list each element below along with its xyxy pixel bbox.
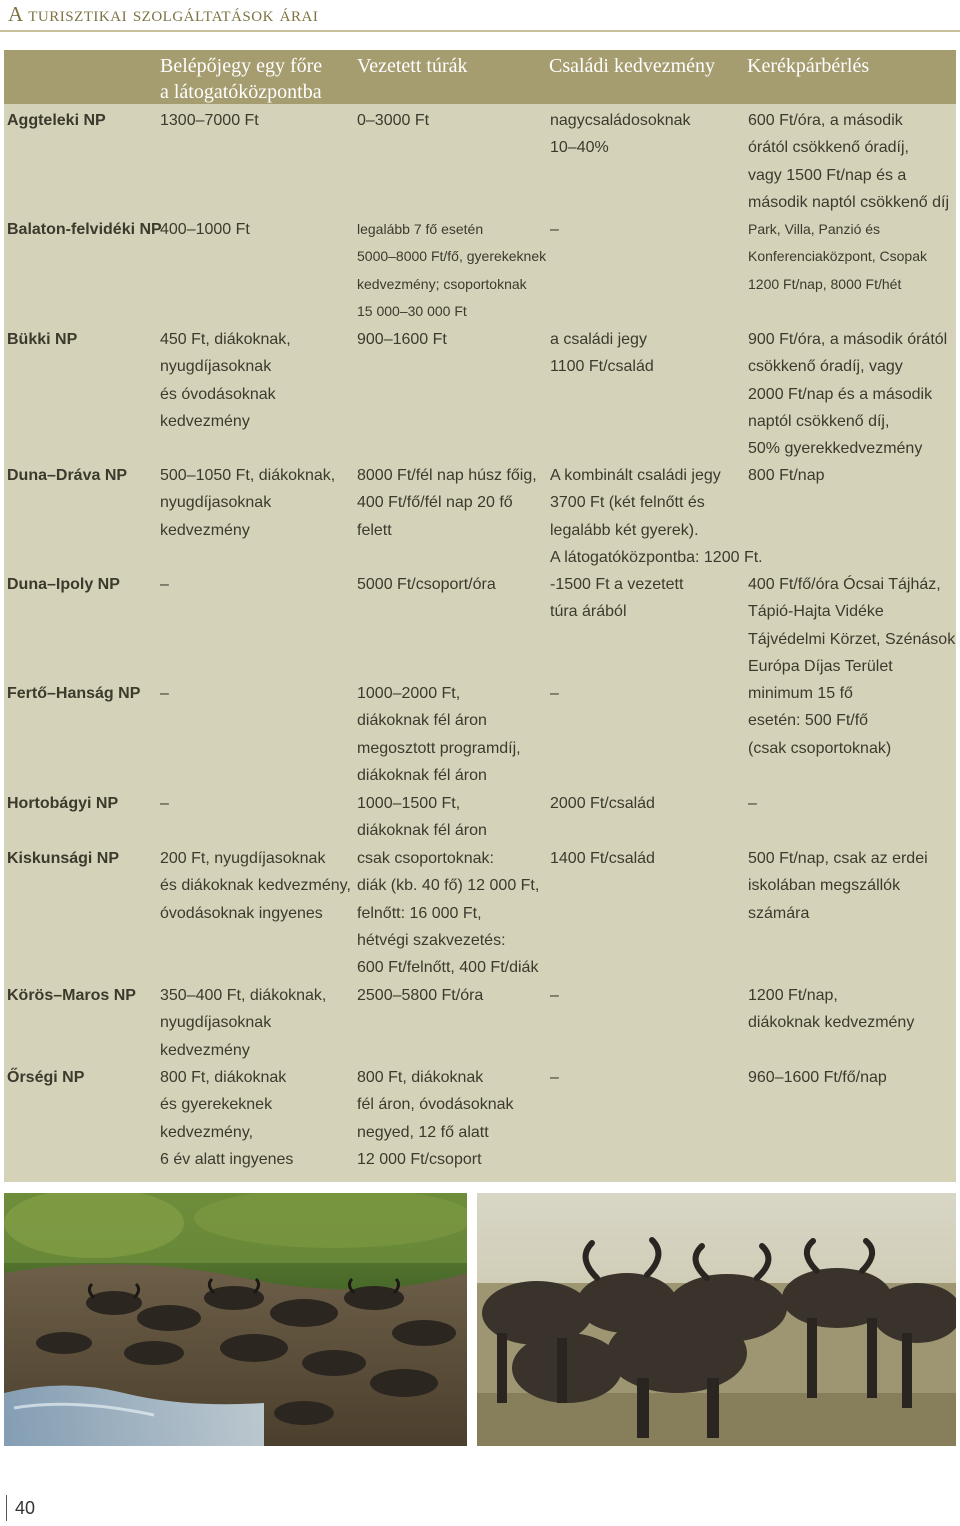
row-entry: –	[160, 795, 169, 812]
row-tours: 2500–5800 Ft/óra	[357, 987, 484, 1004]
row-entry: –	[160, 576, 169, 593]
row-entry: 1300–7000 Ft	[160, 112, 259, 129]
row-entry: –	[160, 685, 169, 702]
row-tours: 5000 Ft/csoport/óra	[357, 576, 496, 593]
section-title: A turisztikai szolgáltatások árai	[8, 2, 319, 26]
row-bike: 1200 Ft/nap, diákoknak kedvezmény	[748, 987, 915, 1032]
row-tours: 900–1600 Ft	[357, 331, 447, 348]
row-bike: 400 Ft/fő/óra Ócsai Tájház, Tápió-Hajta Vidéke Tájvédelmi Körzet, Szénások Európa Díjas Terület	[748, 576, 956, 675]
row-name: Őrségi NP	[7, 1069, 85, 1086]
row-entry: 350–400 Ft, diákoknak, nyugdíjasoknak kedvezmény	[160, 987, 327, 1059]
row-entry: 400–1000 Ft	[160, 221, 250, 238]
row-name: Körös–Maros NP	[7, 987, 136, 1004]
header-family: Családi kedvezmény	[549, 55, 716, 77]
row-family: –	[550, 685, 559, 702]
row-entry: 200 Ft, nyugdíjasoknak és diákoknak kedvezmény, óvodásoknak ingyenes	[160, 850, 351, 922]
row-family: nagycsaládosoknak 10–40%	[550, 112, 691, 157]
header-bike: Kerékpárbérlés	[747, 55, 870, 77]
row-tours: 1000–2000 Ft, diákoknak fél áron megosztott programdíj, diákoknak fél áron	[357, 685, 521, 784]
page-number: 40	[6, 1495, 35, 1521]
row-family: a családi jegy 1100 Ft/család	[550, 331, 654, 376]
row-bike: minimum 15 fő esetén: 500 Ft/fő (csak csoportoknak)	[748, 685, 892, 757]
row-bike: 500 Ft/nap, csak az erdei iskolában megszállók számára	[748, 850, 928, 922]
header-entry: Belépőjegy egy főre a látogatóközpontba	[160, 55, 323, 103]
row-family: –	[550, 1069, 559, 1086]
row-tours: csak csoportoknak: diák (kb. 40 fő) 12 000 Ft, felnőtt: 16 000 Ft, hétvégi szakvezetés: 600 Ft/felnőtt, 400 Ft/diák	[357, 850, 540, 977]
row-name: Kiskunsági NP	[7, 850, 120, 867]
photo-buffalo-herd	[477, 1193, 956, 1446]
row-name: Duna–Ipoly NP	[7, 576, 120, 593]
row-bike: 800 Ft/nap	[748, 467, 825, 484]
row-name: Duna–Dráva NP	[7, 467, 128, 484]
table-header	[4, 50, 956, 104]
row-family: –	[550, 987, 559, 1004]
row-name: Balaton-felvidéki NP	[7, 221, 162, 238]
row-entry: 800 Ft, diákoknak és gyerekeknek kedvezmény, 6 év alatt ingyenes	[160, 1069, 294, 1168]
row-bike: 960–1600 Ft/fő/nap	[748, 1069, 887, 1086]
row-name: Hortobágyi NP	[7, 795, 119, 812]
row-family: A kombinált családi jegy 3700 Ft (két felnőtt és legalább két gyerek). A látogatóközpontba: 1200 Ft.	[550, 467, 763, 566]
row-family: –	[550, 221, 559, 238]
row-bike: 600 Ft/óra, a második órától csökkenő óradíj, vagy 1500 Ft/nap és a második naptól csökkenő díj	[748, 112, 949, 211]
price-table	[4, 50, 956, 1182]
photo-buffaloes-wallowing	[4, 1193, 467, 1446]
row-tours: 0–3000 Ft	[357, 112, 430, 129]
row-tours: 8000 Ft/fél nap húsz főig, 400 Ft/fő/fél nap 20 fő felett	[357, 467, 537, 539]
title-divider	[0, 30, 960, 32]
row-name: Aggteleki NP	[7, 112, 106, 129]
row-entry: 500–1050 Ft, diákoknak, nyugdíjasoknak kedvezmény	[160, 467, 336, 539]
row-name: Bükki NP	[7, 331, 78, 348]
row-bike: –	[748, 795, 757, 812]
row-tours: 1000–1500 Ft, diákoknak fél áron	[357, 795, 487, 840]
row-bike: 900 Ft/óra, a második órától csökkenő óradíj, vagy 2000 Ft/nap és a második naptól csökkenő díj, 50% gyerekkedvezmény	[748, 331, 948, 458]
row-tours: legalább 7 fő esetén 5000–8000 Ft/fő, gyerekeknek kedvezmény; csoportoknak 15 000–30 000 Ft	[357, 221, 547, 319]
row-family: 1400 Ft/család	[550, 850, 655, 867]
row-family: 2000 Ft/család	[550, 795, 655, 812]
row-family: -1500 Ft a vezetett túra árából	[550, 576, 684, 621]
row-bike: Park, Villa, Panzió és Konferenciaközpont, Csopak 1200 Ft/nap, 8000 Ft/hét	[748, 221, 927, 292]
row-name: Fertő–Hanság NP	[7, 685, 141, 702]
row-entry: 450 Ft, diákoknak, nyugdíjasoknak és óvodásoknak kedvezmény	[160, 331, 291, 430]
row-tours: 800 Ft, diákoknak fél áron, óvodásoknak negyed, 12 fő alatt 12 000 Ft/csoport	[357, 1069, 514, 1168]
header-tours: Vezetett túrák	[357, 55, 468, 77]
